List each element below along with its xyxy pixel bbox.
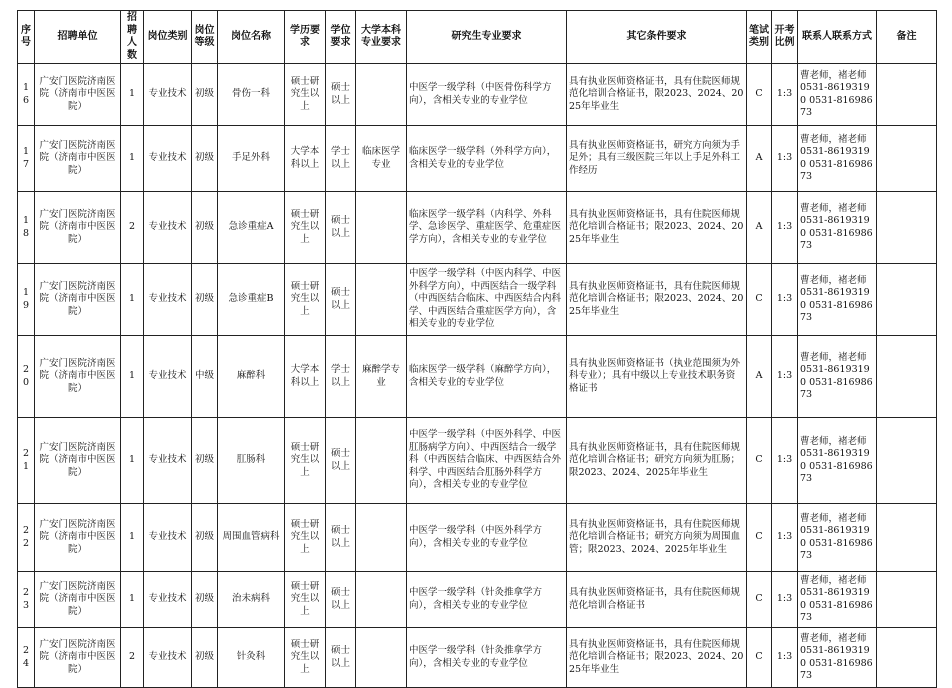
cell-remark xyxy=(877,628,937,688)
cell-level: 初级 xyxy=(192,418,218,504)
cell-count: 1 xyxy=(121,264,144,336)
cell-degree: 学士以上 xyxy=(326,126,356,192)
cell-count: 1 xyxy=(121,64,144,126)
cell-category: 专业技术 xyxy=(144,264,192,336)
cell-degree: 硕士以上 xyxy=(326,264,356,336)
cell-count: 2 xyxy=(121,628,144,688)
cell-remark xyxy=(877,336,937,418)
cell-ratio: 1:3 xyxy=(772,64,798,126)
cell-edu: 硕士研究生以上 xyxy=(285,504,326,572)
cell-major-grad: 临床医学一级学科（内科学、外科学、急诊医学、重症医学、危重症医学方向），含相关专业的专业学位 xyxy=(407,192,567,264)
cell-exam: C xyxy=(747,64,772,126)
cell-remark xyxy=(877,504,937,572)
cell-unit: 广安门医院济南医院（济南市中医医院） xyxy=(35,64,121,126)
cell-edu: 硕士研究生以上 xyxy=(285,192,326,264)
cell-ratio: 1:3 xyxy=(772,264,798,336)
cell-post: 急诊重症A xyxy=(218,192,285,264)
cell-count: 1 xyxy=(121,336,144,418)
cell-level: 初级 xyxy=(192,64,218,126)
cell-remark xyxy=(877,192,937,264)
cell-major-bachelor: 麻醉学专业 xyxy=(356,336,407,418)
cell-contact: 曹老师，褚老师 0531-86193190 0531-81698673 xyxy=(798,192,877,264)
table-row xyxy=(18,336,937,418)
cell-major-bachelor xyxy=(356,572,407,628)
cell-count: 1 xyxy=(121,418,144,504)
table-row xyxy=(18,572,937,628)
cell-edu: 硕士研究生以上 xyxy=(285,264,326,336)
cell-count: 2 xyxy=(121,192,144,264)
cell-level: 初级 xyxy=(192,264,218,336)
cell-category: 专业技术 xyxy=(144,418,192,504)
cell-no: 16 xyxy=(18,64,35,126)
cell-ratio: 1:3 xyxy=(772,504,798,572)
cell-exam: C xyxy=(747,504,772,572)
cell-post: 骨伤一科 xyxy=(218,64,285,126)
cell-unit: 广安门医院济南医院（济南市中医医院） xyxy=(35,336,121,418)
cell-exam: C xyxy=(747,264,772,336)
cell-contact: 曹老师，褚老师 0531-86193190 0531-81698673 xyxy=(798,264,877,336)
cell-degree: 硕士以上 xyxy=(326,64,356,126)
cell-major-grad: 临床医学一级学科（外科学方向），含相关专业的专业学位 xyxy=(407,126,567,192)
cell-major-bachelor xyxy=(356,192,407,264)
cell-exam: C xyxy=(747,418,772,504)
cell-major-grad: 中医学一级学科（中医外科学方向），含相关专业的专业学位 xyxy=(407,504,567,572)
header-cell: 学位要求 xyxy=(326,11,356,64)
header-cell: 序号 xyxy=(18,11,35,64)
header-cell: 岗位等级 xyxy=(192,11,218,64)
header-cell: 招聘单位 xyxy=(35,11,121,64)
cell-category: 专业技术 xyxy=(144,192,192,264)
cell-major-bachelor xyxy=(356,628,407,688)
cell-ratio: 1:3 xyxy=(772,126,798,192)
cell-major-grad: 临床医学一级学科（麻醉学方向），含相关专业的专业学位 xyxy=(407,336,567,418)
cell-contact: 曹老师，褚老师 0531-86193190 0531-81698673 xyxy=(798,126,877,192)
cell-major-grad: 中医学一级学科（中医内科学、中医外科学方向），中西医结合一级学科（中西医结合临床、中西医结合内科学、中西医结合重症医学方向），含相关专业的专业学位 xyxy=(407,264,567,336)
cell-ratio: 1:3 xyxy=(772,418,798,504)
header-cell: 招聘人数 xyxy=(121,11,144,64)
cell-count: 1 xyxy=(121,504,144,572)
cell-post: 肛肠科 xyxy=(218,418,285,504)
cell-ratio: 1:3 xyxy=(772,336,798,418)
cell-no: 24 xyxy=(18,628,35,688)
cell-major-bachelor xyxy=(356,504,407,572)
cell-exam: A xyxy=(747,336,772,418)
cell-degree: 硕士以上 xyxy=(326,572,356,628)
cell-ratio: 1:3 xyxy=(772,572,798,628)
cell-count: 1 xyxy=(121,572,144,628)
table-row xyxy=(18,64,937,126)
cell-other: 具有执业医师资格证书，研究方向须为手足外；具有三级医院三年以上手足外科工作经历 xyxy=(567,126,747,192)
header-cell: 开考比例 xyxy=(772,11,798,64)
cell-edu: 硕士研究生以上 xyxy=(285,628,326,688)
cell-major-grad: 中医学一级学科（针灸推拿学方向），含相关专业的专业学位 xyxy=(407,572,567,628)
cell-contact: 曹老师，褚老师 0531-86193190 0531-81698673 xyxy=(798,572,877,628)
cell-other: 具有执业医师资格证书，具有住院医师规范化培训合格证书；研究方向须为周围血管；限2023、2024、2025年毕业生 xyxy=(567,504,747,572)
cell-edu: 硕士研究生以上 xyxy=(285,64,326,126)
cell-remark xyxy=(877,126,937,192)
cell-major-bachelor xyxy=(356,418,407,504)
cell-degree: 学士以上 xyxy=(326,336,356,418)
cell-no: 21 xyxy=(18,418,35,504)
cell-ratio: 1:3 xyxy=(772,192,798,264)
table-row xyxy=(18,504,937,572)
cell-ratio: 1:3 xyxy=(772,628,798,688)
cell-level: 初级 xyxy=(192,504,218,572)
recruitment-table xyxy=(17,10,937,688)
cell-contact: 曹老师，褚老师 0531-86193190 0531-81698673 xyxy=(798,418,877,504)
cell-other: 具有执业医师资格证书，具有住院医师规范化培训合格证书；研究方向须为肛肠；限2023、2024、2025年毕业生 xyxy=(567,418,747,504)
cell-degree: 硕士以上 xyxy=(326,418,356,504)
cell-other: 具有执业医师资格证书，具有住院医师规范化培训合格证书；限2023、2024、2025年毕业生 xyxy=(567,264,747,336)
cell-category: 专业技术 xyxy=(144,628,192,688)
table-row xyxy=(18,192,937,264)
header-cell: 岗位名称 xyxy=(218,11,285,64)
cell-unit: 广安门医院济南医院（济南市中医医院） xyxy=(35,572,121,628)
cell-level: 初级 xyxy=(192,192,218,264)
cell-exam: A xyxy=(747,192,772,264)
cell-post: 手足外科 xyxy=(218,126,285,192)
table-body xyxy=(18,64,937,688)
cell-edu: 大学本科以上 xyxy=(285,336,326,418)
header-cell: 岗位类别 xyxy=(144,11,192,64)
cell-exam: A xyxy=(747,126,772,192)
cell-post: 针灸科 xyxy=(218,628,285,688)
cell-contact: 曹老师，褚老师 0531-86193190 0531-81698673 xyxy=(798,628,877,688)
cell-other: 具有执业医师资格证书，具有住院医师规范化培训合格证书；限2023、2024、2025年毕业生 xyxy=(567,192,747,264)
cell-major-grad: 中医学一级学科（中医骨伤科学方向），含相关专业的专业学位 xyxy=(407,64,567,126)
cell-major-grad: 中医学一级学科（中医外科学、中医肛肠病学方向）、中西医结合一级学科（中西医结合临床、中西医结合外科学、中西医结合肛肠外科学方向），含相关专业的专业学位 xyxy=(407,418,567,504)
cell-major-grad: 中医学一级学科（针灸推拿学方向），含相关专业的专业学位 xyxy=(407,628,567,688)
header-cell: 联系人联系方式 xyxy=(798,11,877,64)
cell-contact: 曹老师，褚老师 0531-86193190 0531-81698673 xyxy=(798,504,877,572)
table-header-row xyxy=(18,11,937,64)
cell-no: 20 xyxy=(18,336,35,418)
header-cell: 大学本科专业要求 xyxy=(356,11,407,64)
cell-unit: 广安门医院济南医院（济南市中医医院） xyxy=(35,192,121,264)
table-row xyxy=(18,628,937,688)
header-cell: 备注 xyxy=(877,11,937,64)
header-cell: 研究生专业要求 xyxy=(407,11,567,64)
cell-post: 麻醉科 xyxy=(218,336,285,418)
header-cell: 笔试类别 xyxy=(747,11,772,64)
cell-category: 专业技术 xyxy=(144,504,192,572)
cell-no: 23 xyxy=(18,572,35,628)
cell-category: 专业技术 xyxy=(144,64,192,126)
table-row xyxy=(18,264,937,336)
cell-degree: 硕士以上 xyxy=(326,504,356,572)
cell-major-bachelor: 临床医学专业 xyxy=(356,126,407,192)
cell-category: 专业技术 xyxy=(144,572,192,628)
cell-no: 19 xyxy=(18,264,35,336)
cell-major-bachelor xyxy=(356,64,407,126)
cell-other: 具有执业医师资格证书，具有住院医师规范化培训合格证书 xyxy=(567,572,747,628)
cell-category: 专业技术 xyxy=(144,336,192,418)
cell-remark xyxy=(877,264,937,336)
header-cell: 其它条件要求 xyxy=(567,11,747,64)
cell-remark xyxy=(877,64,937,126)
cell-unit: 广安门医院济南医院（济南市中医医院） xyxy=(35,504,121,572)
cell-level: 初级 xyxy=(192,126,218,192)
cell-category: 专业技术 xyxy=(144,126,192,192)
cell-unit: 广安门医院济南医院（济南市中医医院） xyxy=(35,264,121,336)
cell-unit: 广安门医院济南医院（济南市中医医院） xyxy=(35,628,121,688)
cell-exam: C xyxy=(747,572,772,628)
cell-contact: 曹老师，褚老师 0531-86193190 0531-81698673 xyxy=(798,336,877,418)
cell-unit: 广安门医院济南医院（济南市中医医院） xyxy=(35,126,121,192)
cell-edu: 大学本科以上 xyxy=(285,126,326,192)
table-row xyxy=(18,418,937,504)
cell-contact: 曹老师，褚老师 0531-86193190 0531-81698673 xyxy=(798,64,877,126)
cell-other: 具有执业医师资格证书，具有住院医师规范化培训合格证书，限2023、2024、2025年毕业生 xyxy=(567,64,747,126)
cell-unit: 广安门医院济南医院（济南市中医医院） xyxy=(35,418,121,504)
cell-post: 周围血管病科 xyxy=(218,504,285,572)
cell-edu: 硕士研究生以上 xyxy=(285,418,326,504)
cell-no: 22 xyxy=(18,504,35,572)
cell-edu: 硕士研究生以上 xyxy=(285,572,326,628)
cell-level: 初级 xyxy=(192,572,218,628)
cell-other: 具有执业医师资格证书（执业范围须为外科专业）；具有中级以上专业技术职务资格证书 xyxy=(567,336,747,418)
cell-exam: C xyxy=(747,628,772,688)
header-cell: 学历要求 xyxy=(285,11,326,64)
cell-level: 中级 xyxy=(192,336,218,418)
cell-level: 初级 xyxy=(192,628,218,688)
cell-post: 治未病科 xyxy=(218,572,285,628)
cell-no: 17 xyxy=(18,126,35,192)
cell-count: 1 xyxy=(121,126,144,192)
cell-remark xyxy=(877,572,937,628)
cell-degree: 硕士以上 xyxy=(326,628,356,688)
cell-other: 具有执业医师资格证书，具有住院医师规范化培训合格证书；限2023、2024、2025年毕业生 xyxy=(567,628,747,688)
cell-post: 急诊重症B xyxy=(218,264,285,336)
cell-remark xyxy=(877,418,937,504)
cell-degree: 硕士以上 xyxy=(326,192,356,264)
cell-major-bachelor xyxy=(356,264,407,336)
table-row xyxy=(18,126,937,192)
cell-no: 18 xyxy=(18,192,35,264)
